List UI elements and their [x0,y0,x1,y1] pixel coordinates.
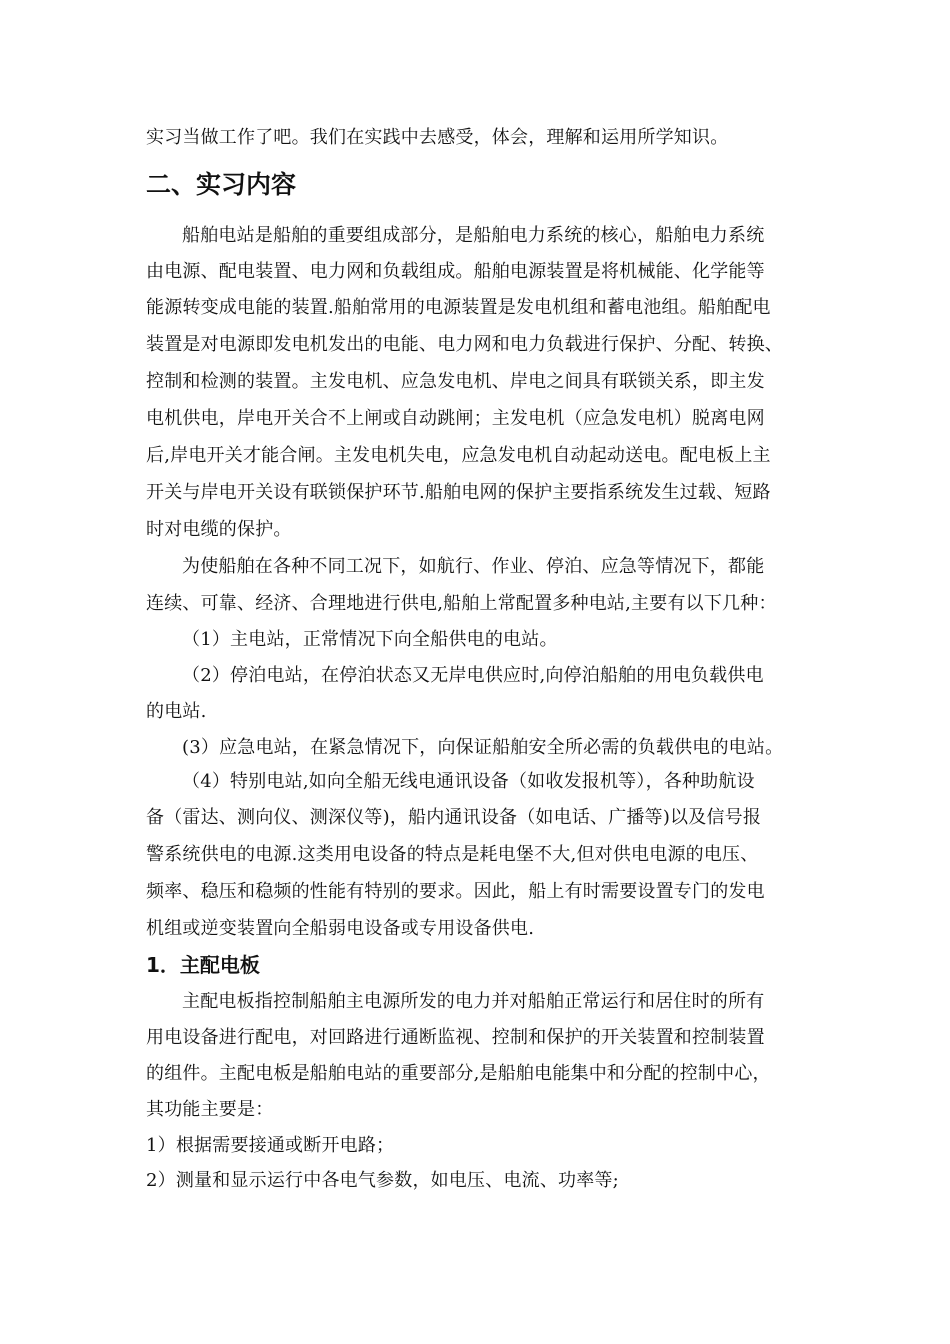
paragraph-line: 的组件。主配电板是船舶电站的重要部分,是船舶电能集中和分配的控制中心， [146,1063,771,1084]
list-item-main-station: （1）主电站，正常情况下向全船供电的电站。 [182,629,558,650]
paragraph-line: 时对电缆的保护。 [146,519,292,540]
list-item: 1）根据需要接通或断开电路； [146,1135,395,1156]
paragraph-line: 能源转变成电能的装置.船舶常用的电源装置是发电机组和蓄电池组。船舶配电 [146,297,771,318]
subheading-main-switchboard: 1．主配电板 [146,953,260,977]
section-heading: 二、实习内容 [146,170,297,199]
list-item-emergency-station: (3）应急电站，在紧急情况下，向保证船舶安全所必需的负载供电的电站。 [182,737,784,758]
paragraph-line: 开关与岸电开关设有联锁保护环节.船舶电网的保护主要指系统发生过载、短路 [146,482,771,503]
paragraph-line: 备（雷达、测向仪、测深仪等)，船内通讯设备（如电话、广播等)以及信号报 [146,807,762,828]
paragraph-line: 连续、可靠、经济、合理地进行供电,船舶上常配置多种电站,主要有以下几种： [146,593,777,614]
paragraph-line: 机组或逆变装置向全船弱电设备或专用设备供电. [146,918,535,939]
paragraph-line: 由电源、配电装置、电力网和负载组成。船舶电源装置是将机械能、化学能等 [146,261,765,282]
paragraph-line: 后,岸电开关才能合闸。主发电机失电，应急发电机自动起动送电。配电板上主 [146,445,771,466]
paragraph-line: 的电站. [146,701,207,722]
paragraph-line: 用电设备进行配电，对回路进行通断监视、控制和保护的开关装置和控制装置 [146,1027,765,1048]
paragraph-line: 电机供电，岸电开关合不上闸或自动跳闸；主发电机（应急发电机）脱离电网 [146,408,765,429]
paragraph-line: 主配电板指控制船舶主电源所发的电力并对船舶正常运行和居住时的所有 [182,991,765,1012]
paragraph-line: （4）特别电站,如向全船无线电通讯设备（如收发报机等），各种助航设 [182,771,755,792]
paragraph-line: 警系统供电的电源.这类用电设备的特点是耗电堡不大,但对供电电源的电压、 [146,844,759,865]
paragraph-line: （2）停泊电站，在停泊状态又无岸电供应时,向停泊船舶的用电负载供电 [182,665,764,686]
paragraph-line: 装置是对电源即发电机发出的电能、电力网和电力负载进行保护、分配、转换、 [146,334,783,355]
paragraph-line: 频率、稳压和稳频的性能有特别的要求。因此，船上有时需要设置专门的发电 [146,881,765,902]
list-item: 2）测量和显示运行中各电气参数，如电压、电流、功率等; [146,1170,619,1191]
paragraph-line: 为使船舶在各种不同工况下，如航行、作业、停泊、应急等情况下，都能 [182,556,765,577]
paragraph-line: 控制和检测的装置。主发电机、应急发电机、岸电之间具有联锁关系，即主发 [146,371,765,392]
paragraph-line: 船舶电站是船舶的重要组成部分，是船舶电力系统的核心，船舶电力系统 [182,225,765,246]
intro-line: 实习当做工作了吧。我们在实践中去感受，体会，理解和运用所学知识。 [146,127,729,148]
paragraph-line: 其功能主要是： [146,1099,274,1120]
